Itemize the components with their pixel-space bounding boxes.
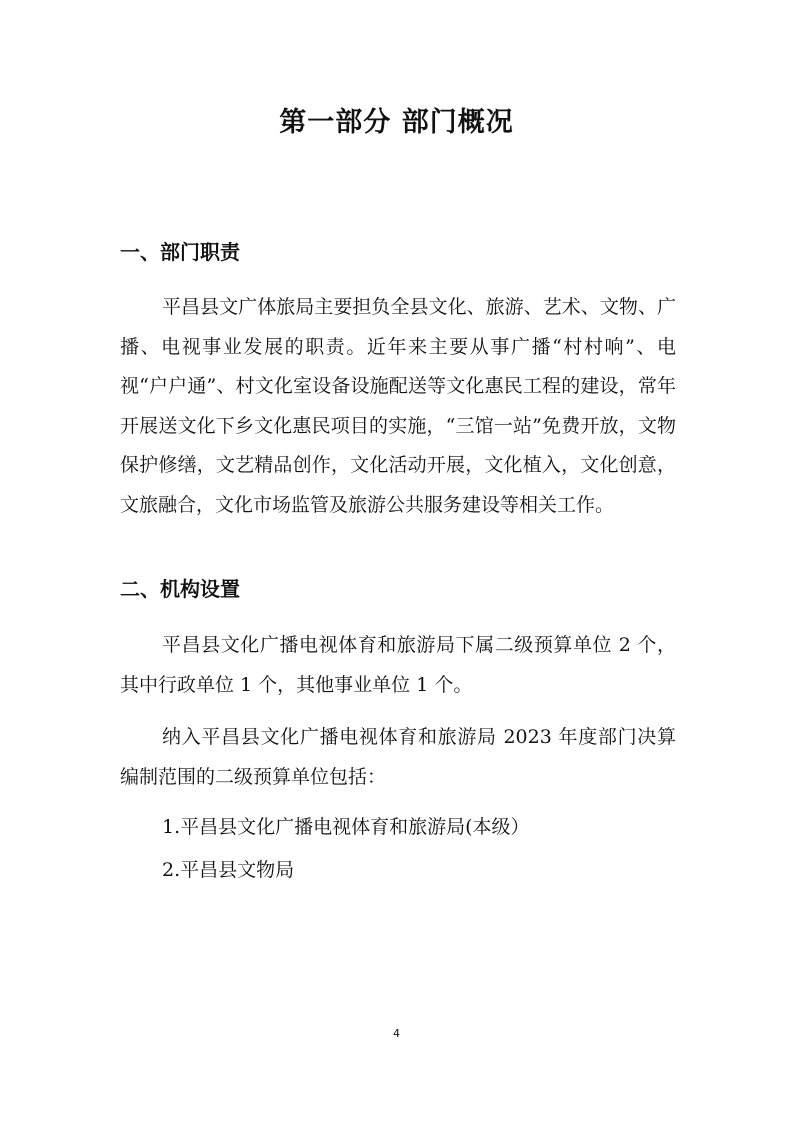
paragraph-scope: 纳入平昌县文化广播电视体育和旅游局 2023 年度部门决算编制范围的二级预算单位包括： [120, 726, 676, 788]
paragraph-duties: 平昌县文广体旅局主要担负全县文化、旅游、艺术、文物、广播、电视事业发展的职责。近年来主要从事广播“村村响”、电视“户户通”、村文化室设备设施配送等文化惠民工程的建设，常年开展送文化下乡文化惠民项目的实施，“三馆一站”免费开放，文物保护修缮，文艺精品创作，文化活动开展，文化植入，文化创意，文旅融合，文化市场监管及旅游公共服务建设等相关工作。 [120, 296, 676, 516]
section-heading-duties: 一、部门职责 [120, 240, 240, 264]
page-number: 4 [393, 1027, 400, 1040]
list-item-unit-1: 1.平昌县文化广播电视体育和旅游局(本级） [162, 816, 530, 838]
list-item-unit-2: 2.平昌县文物局 [162, 859, 295, 881]
section-heading-organization: 二、机构设置 [120, 577, 240, 601]
paragraph-subunits: 平昌县文化广播电视体育和旅游局下属二级预算单位 2 个，其中行政单位 1 个，其他事业单位 1 个。 [120, 634, 676, 696]
document-title: 第一部分 部门概况 [279, 107, 514, 138]
